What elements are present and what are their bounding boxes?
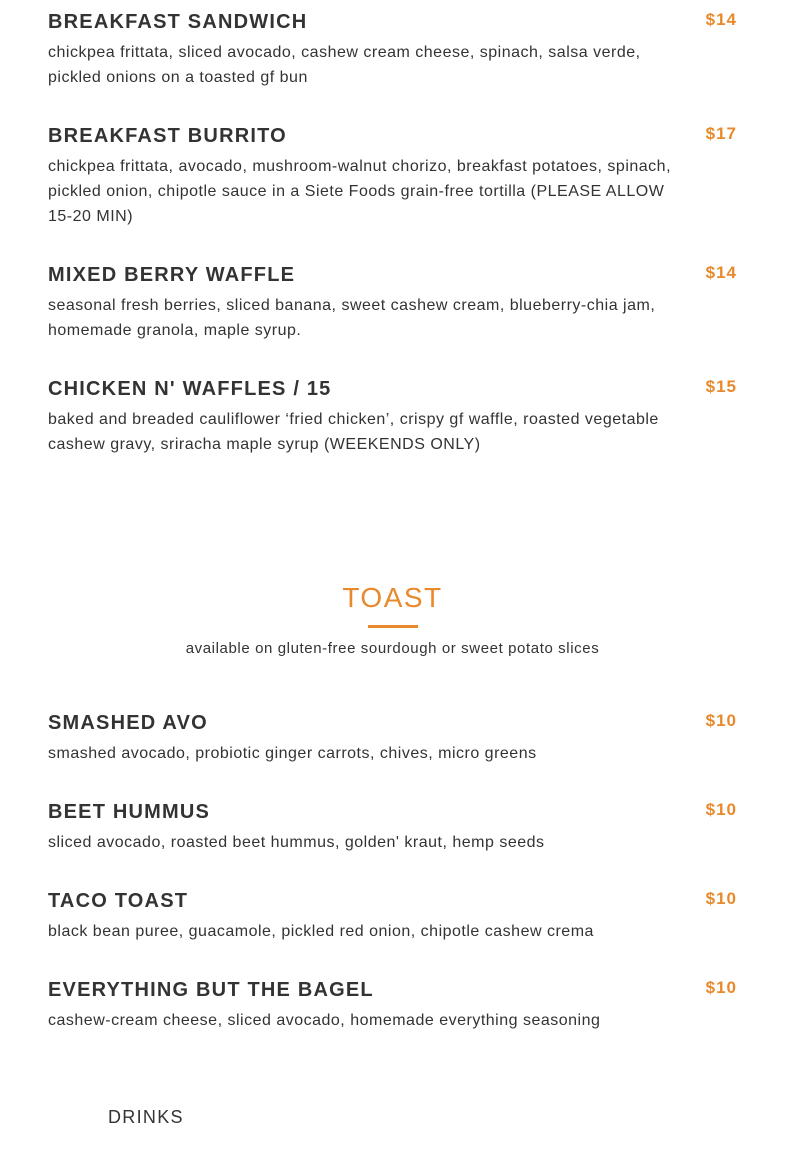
menu-item-chicken-n-waffles: [48, 377, 737, 457]
menu-item-description: black bean puree, guacamole, pickled red onion, chipotle cashew crema: [48, 923, 594, 940]
menu-item-description: cashew-cream cheese, sliced avocado, homemade everything seasoning: [48, 1012, 601, 1029]
menu-item-header: [48, 10, 737, 34]
menu-item-smashed-avo: [48, 711, 737, 766]
menu-item-description: chickpea frittata, avocado, mushroom-walnut chorizo, breakfast potatoes, spinach, pickled onion, chipotle sauce in a Siete Foods grain-free tortilla (PLEASE ALLOW 15-20 MIN): [48, 158, 672, 225]
section-subtitle: available on gluten-free sourdough or sweet potato slices: [185, 640, 600, 657]
menu-item-price: $10: [705, 711, 737, 730]
menu-item-price: $14: [705, 10, 737, 29]
menu-item-price: $10: [705, 889, 737, 908]
menu-item-header: [48, 377, 737, 401]
menu-item-header: [48, 263, 737, 287]
menu-item-price: $17: [705, 124, 737, 143]
menu-item-description: baked and breaded cauliflower ‘fried chicken’, crispy gf waffle, roasted vegetable cashew gravy, sriracha maple syrup (WEEKENDS ONLY): [48, 411, 659, 453]
menu-item-beet-hummus: [48, 800, 737, 855]
menu-item-name: CHICKEN N' WAFFLES / 15: [48, 378, 332, 400]
menu-item-name: BREAKFAST BURRITO: [48, 125, 287, 147]
menu-item-name: SMASHED AVO: [48, 712, 208, 734]
menu-item-header: [48, 800, 737, 824]
menu-item-header: [48, 978, 737, 1002]
menu-item-name: BREAKFAST SANDWICH: [48, 11, 308, 33]
menu-item-mixed-berry-waffle: [48, 263, 737, 343]
drinks-section-link[interactable]: DRINKS: [108, 1107, 184, 1127]
menu-item-name: EVERYTHING BUT THE BAGEL: [48, 979, 374, 1001]
menu-item-breakfast-burrito: [48, 124, 737, 229]
menu-item-name: MIXED BERRY WAFFLE: [48, 264, 296, 286]
menu-item-price: $10: [705, 800, 737, 819]
menu-item-everything-but-the-bagel: [48, 978, 737, 1033]
menu-item-description: chickpea frittata, sliced avocado, cashew cream cheese, spinach, salsa verde, pickled onions on a toasted gf bun: [48, 44, 641, 86]
menu-item-description: sliced avocado, roasted beet hummus, golden' kraut, hemp seeds: [48, 834, 545, 851]
toast-section-header: [0, 582, 785, 657]
section-divider: [368, 625, 418, 628]
menu-item-description: smashed avocado, probiotic ginger carrots, chives, micro greens: [48, 745, 537, 762]
menu-item-price: $14: [705, 263, 737, 282]
menu-item-header: [48, 889, 737, 913]
menu-item-description: seasonal fresh berries, sliced banana, sweet cashew cream, blueberry-chia jam, homemade granola, maple syrup.: [48, 297, 656, 339]
menu-item-header: [48, 711, 737, 735]
section-title: TOAST: [342, 582, 443, 613]
menu-item-price: $15: [705, 377, 737, 396]
menu-item-breakfast-sandwich: [48, 10, 737, 90]
menu-item-name: BEET HUMMUS: [48, 801, 211, 823]
menu-item-header: [48, 124, 737, 148]
menu-item-name: TACO TOAST: [48, 890, 189, 912]
menu-item-price: $10: [705, 978, 737, 997]
menu-item-taco-toast: [48, 889, 737, 944]
